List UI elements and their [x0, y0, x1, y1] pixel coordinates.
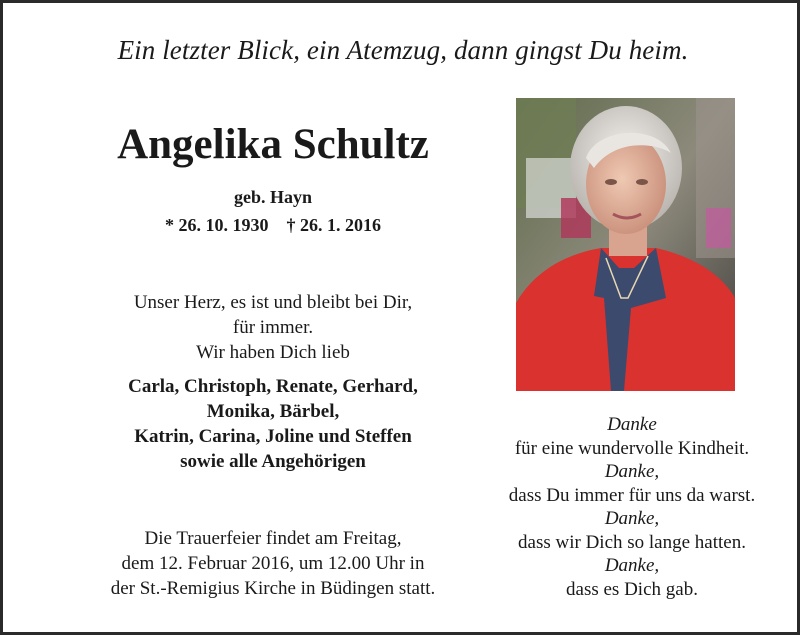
thanks-line: dass wir Dich so lange hatten.: [518, 531, 746, 553]
death-date: † 26. 1. 2016: [286, 215, 381, 235]
thanks-word: Danke,: [604, 555, 660, 576]
mourners-line: Monika, Bärbel,: [206, 401, 340, 422]
thanks-word: Danke,: [604, 508, 660, 529]
thanks-word: Danke: [607, 414, 657, 435]
thanks-block: [482, 413, 782, 601]
thanks-line: dass Du immer für uns da warst.: [508, 484, 756, 506]
portrait-photo: [516, 98, 735, 391]
birth-date: * 26. 10. 1930: [165, 215, 269, 235]
memorial-verse: [63, 290, 483, 365]
maiden-name: geb. Hayn: [233, 187, 312, 207]
thanks-line: für eine wundervolle Kindheit.: [514, 437, 750, 459]
verse-line: Wir haben Dich lieb: [196, 342, 350, 363]
mourners-line: sowie alle Angehörigen: [180, 451, 366, 472]
life-dates: [63, 215, 483, 236]
service-line: Die Trauerfeier findet am Freitag,: [144, 528, 402, 549]
mourners-line: Katrin, Carina, Joline und Steffen: [134, 426, 412, 447]
thanks-line: dass es Dich gab.: [566, 578, 698, 600]
mourners-line: Carla, Christoph, Renate, Gerhard,: [128, 376, 418, 397]
mourners-list: [63, 374, 483, 474]
deceased-name: Angelika Schultz: [117, 121, 429, 168]
verse-line: Unser Herz, es ist und bleibt bei Dir,: [133, 292, 413, 313]
thanks-word: Danke,: [604, 461, 660, 482]
service-line: dem 12. Februar 2016, um 12.00 Uhr in: [121, 553, 425, 574]
verse-line: für immer.: [232, 317, 314, 338]
motto-line: Ein letzter Blick, ein Atemzug, dann gingst Du heim.: [117, 35, 689, 65]
service-line: der St.-Remigius Kirche in Büdingen statt.: [110, 578, 436, 599]
funeral-service-notice: [63, 526, 483, 601]
